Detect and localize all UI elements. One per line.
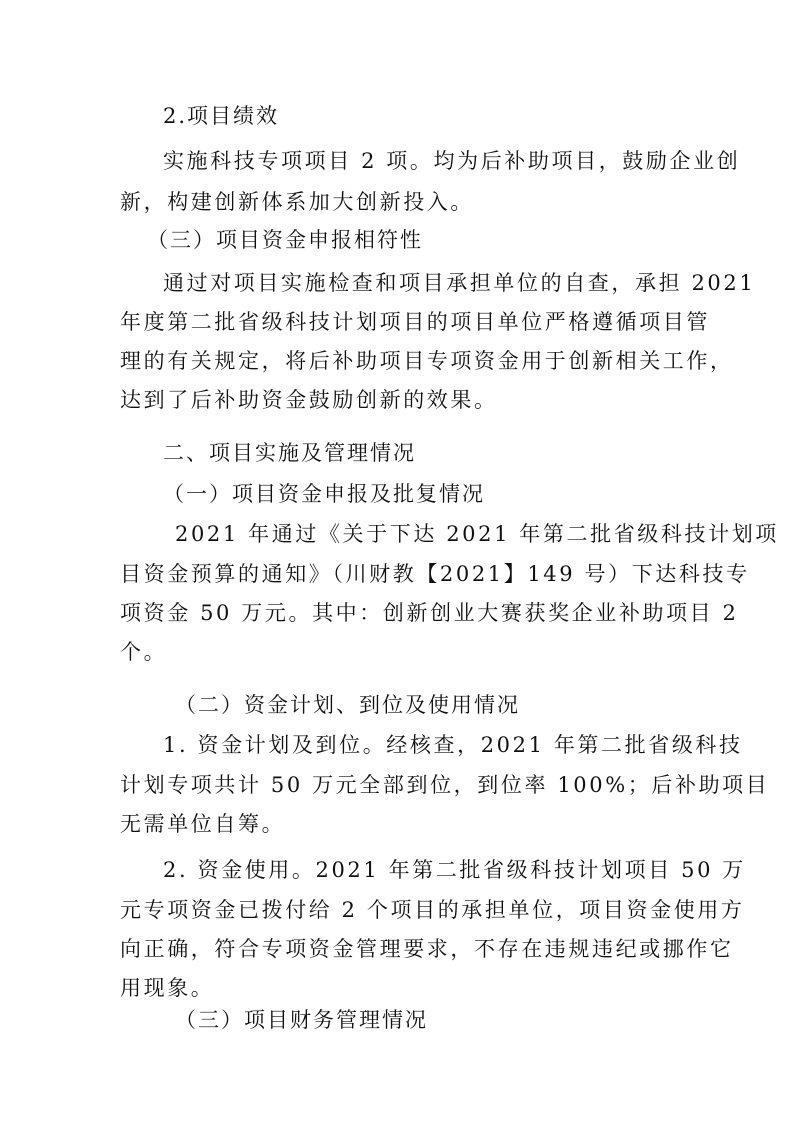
- paragraph-line: 年度第二批省级科技计划项目的项目单位严格遵循项目管: [120, 310, 710, 334]
- section-heading-implementation-management: 二、项目实施及管理情况: [163, 441, 416, 465]
- paragraph-line: 新，构建创新体系加大创新投入。: [120, 190, 474, 214]
- paragraph-line: 达到了后补助资金鼓励创新的效果。: [120, 388, 498, 412]
- paragraph-line: 向正确，符合专项资金管理要求，不存在违规违纪或挪作它: [120, 937, 734, 961]
- paragraph-line: 无需单位自筹。: [120, 812, 286, 836]
- section-heading-fund-plan-usage: （二）资金计划、到位及使用情况: [175, 693, 520, 717]
- paragraph-line: 计划专项共计 50 万元全部到位，到位率 100%；后补助项目: [120, 773, 770, 797]
- paragraph-line: 目资金预算的通知》（川财教【2021】149 号）下达科技专: [120, 562, 750, 586]
- section-heading-fund-declaration-consistency: （三）项目资金申报相符性: [147, 228, 423, 252]
- paragraph-line: 2021 年通过《关于下达 2021 年第二批省级科技计划项: [175, 522, 779, 546]
- paragraph-line: 2. 资金使用。2021 年第二批省级科技计划项目 50 万: [163, 858, 746, 882]
- paragraph-line: 实施科技专项项目 2 项。均为后补助项目，鼓励企业创: [163, 149, 741, 173]
- paragraph-line: 元专项资金已拨付给 2 个项目的承担单位，项目资金使用方: [120, 898, 745, 922]
- paragraph-line: 用现象。: [120, 976, 215, 1000]
- paragraph-line: 项资金 50 万元。其中：创新创业大赛获奖企业补助项目 2: [120, 601, 739, 625]
- section-heading-declaration-approval: （一）项目资金申报及批复情况: [163, 482, 485, 506]
- paragraph-line: 通过对项目实施检查和项目承担单位的自查，承担 2021: [163, 271, 756, 295]
- section-heading-project-performance: 2.项目绩效: [163, 104, 280, 128]
- section-heading-financial-management: （三）项目财务管理情况: [175, 1008, 428, 1032]
- paragraph-line: 1. 资金计划及到位。经核查，2021 年第二批省级科技: [163, 733, 743, 757]
- paragraph-line: 个。: [120, 640, 168, 664]
- paragraph-line: 理的有关规定，将后补助项目专项资金用于创新相关工作，: [120, 349, 734, 373]
